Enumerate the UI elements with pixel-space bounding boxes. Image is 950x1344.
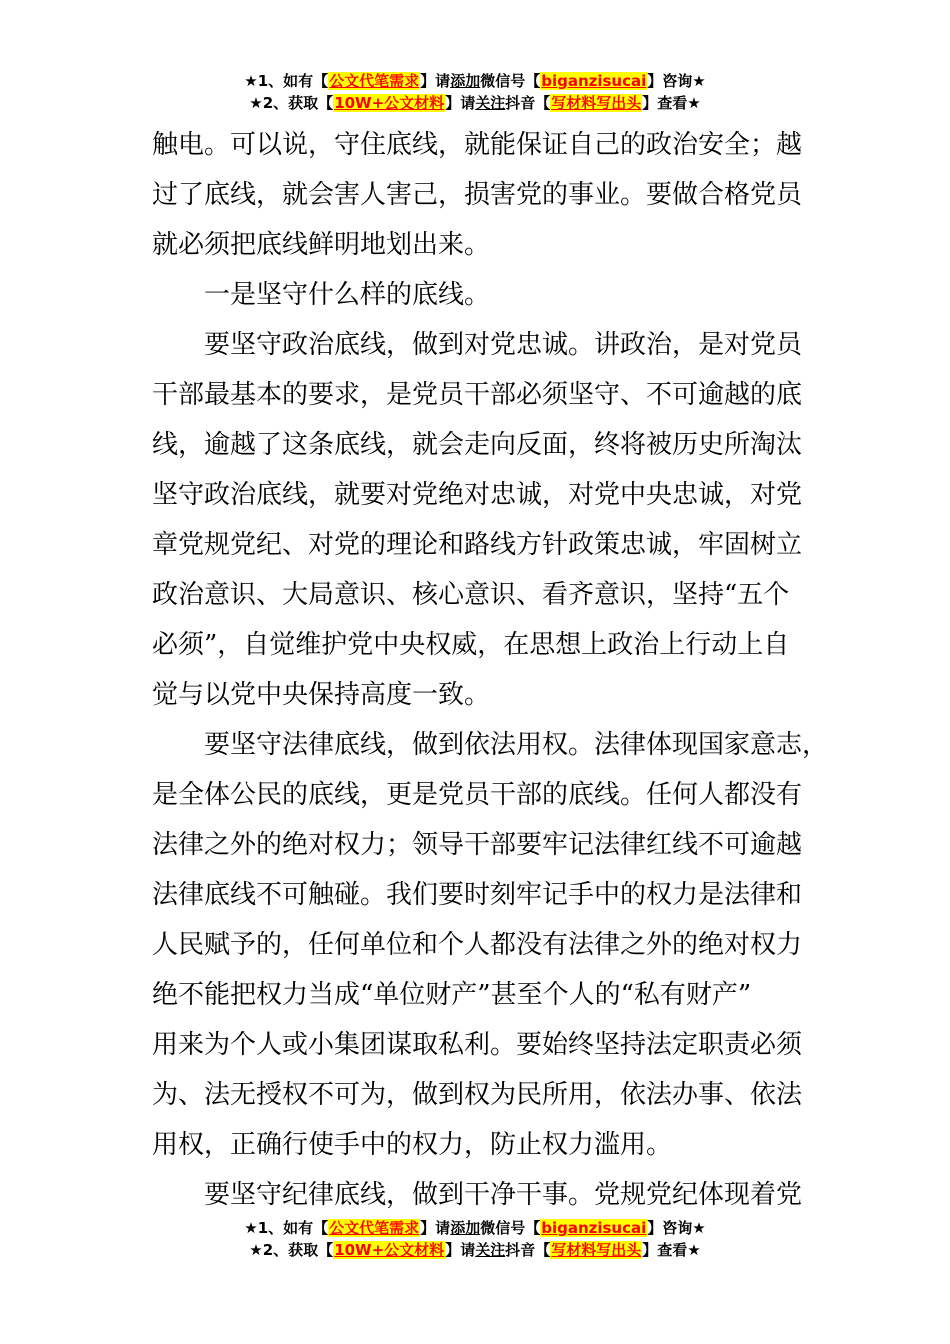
text-line: 就必须把底线鲜明地划出来。 [152,230,491,260]
document-body [152,120,832,1220]
text-line: 线，逾越了这条底线，就会走向反面，终将被历史所淘汰 [152,430,803,460]
text-line: 章党规党纪、对党的理论和路线方针政策忠诚，牢固树立 [152,530,803,560]
text-line: 触电。可以说，守住底线，就能保证自己的政治安全；越 [152,130,803,160]
wechat-id: biganzisucai [541,1219,647,1237]
banner-line-1: ★1、如有【公文代笔需求】请添加微信号【biganzisucai】咨询★ [244,72,706,90]
banner-line-1: ★1、如有【公文代笔需求】请添加微信号【biganzisucai】咨询★ [244,1219,706,1237]
douyin-account: 写材料写出头 [551,1241,642,1259]
text-line: 为、法无授权不可为，做到权为民所用，依法办事、依法 [152,1080,803,1110]
banner-line-2: ★2、获取【10W+公文材料】请关注抖音【写材料写出头】查看★ [249,94,701,112]
wechat-id: biganzisucai [541,72,647,90]
text-line: 干部最基本的要求，是党员干部必须坚守、不可逾越的底 [152,380,803,410]
text-line: 要坚守纪律底线，做到干净干事。党规党纪体现着党 [204,1180,803,1210]
highlight-materials: 10W+公文材料 [334,94,445,112]
text-line: 觉与以党中央保持高度一致。 [152,680,491,710]
text-line: 必须”，自觉维护党中央权威，在思想上政治上行动上自 [152,630,790,660]
highlight-materials: 10W+公文材料 [334,1241,445,1259]
text-line: 坚守政治底线，就要对党绝对忠诚，对党中央忠诚，对党 [152,480,803,510]
text-line: 法律之外的绝对权力；领导干部要牢记法律红线不可逾越 [152,830,803,860]
text-line: 要坚守法律底线，做到依法用权。法律体现国家意志， [204,730,829,760]
footer-banner [0,1217,950,1261]
text-line: 用来为个人或小集团谋取私利。要始终坚持法定职责必须 [152,1030,803,1060]
text-line: 绝不能把权力当成“单位财产”甚至个人的“私有财产” [152,980,752,1010]
douyin-account: 写材料写出头 [551,94,642,112]
text-line: 要坚守政治底线，做到对党忠诚。讲政治，是对党员 [204,330,803,360]
highlight-ghostwriting: 公文代笔需求 [329,1219,420,1237]
text-line: 过了底线，就会害人害己，损害党的事业。要做合格党员 [152,180,803,210]
text-line: 政治意识、大局意识、核心意识、看齐意识，坚持“五个 [152,580,790,610]
text-line: 法律底线不可触碰。我们要时刻牢记手中的权力是法律和 [152,880,803,910]
banner-line-2: ★2、获取【10W+公文材料】请关注抖音【写材料写出头】查看★ [249,1241,701,1259]
text-line: 是全体公民的底线，更是党员干部的底线。任何人都没有 [152,780,803,810]
text-line: 人民赋予的，任何单位和个人都没有法律之外的绝对权力 [152,930,803,960]
section-heading: 一是坚守什么样的底线。 [204,280,491,310]
highlight-ghostwriting: 公文代笔需求 [329,72,420,90]
header-banner [0,70,950,114]
text-line: 用权，正确行使手中的权力，防止权力滥用。 [152,1130,673,1160]
